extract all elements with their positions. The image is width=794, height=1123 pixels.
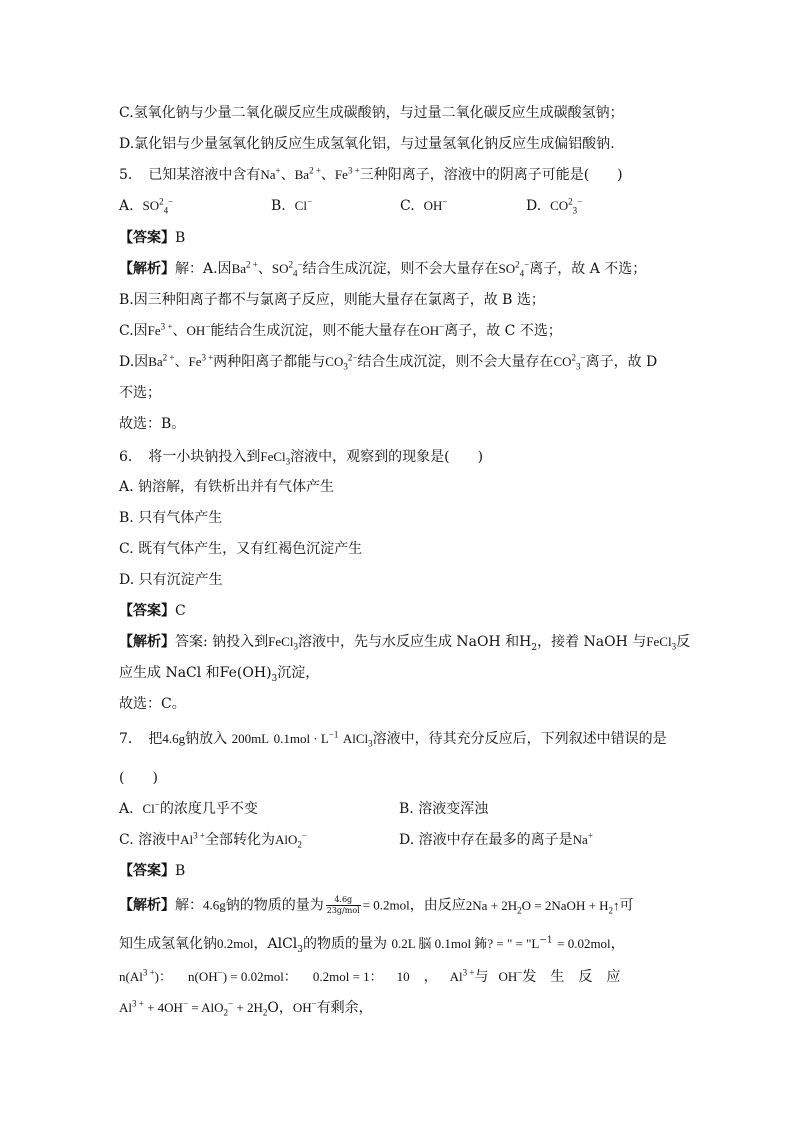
q5-analysis-line2: B.因三种阳离子都不与氯离子反应，则能大量存在氯离子，故 B 选； bbox=[119, 292, 545, 308]
q5-option-d: D. $CO^2_3^-$ bbox=[526, 196, 583, 216]
q5-analysis-line4: D.因$Ba^{2 +}$、$Fe^{3 +}$两种阳离子都能与$CO_3^{2-}$结合生成沉淀，则不会大量存在$CO^2_3^-$离子，故 D bbox=[119, 352, 658, 372]
q5-analysis-line1: 【解析】解：A.因$Ba^{2 +}$、$SO^2_4^-$结合生成沉淀，则不会大量存在$SO^2_4^-$离子，故 A 不选； bbox=[119, 259, 647, 279]
fraction: $\frac{4.6g}{\text{23g/mol}}$ bbox=[326, 895, 360, 915]
q7-stem: 7. 把4.6g钠放入 200mL $0.1mol \cdot L^{-1}$ AlCl$_3$溶液中，待其充分反应后，下列叙述中错误的是 bbox=[119, 729, 667, 749]
q4-option-c: C.氢氧化钠与少量二氧化碳反应生成碳酸钠，与过量二氧化碳反应生成碳酸氢钠； bbox=[119, 105, 624, 121]
q7-analysis-line1: 【解析】解：4.6g钠的物质的量为 $\frac{4.6g}{\text{23g/mol}}$ = 0.2mol，由反应$2Na + 2H_2O$ = 2NaOH + $H_2↑$可 bbox=[119, 895, 634, 916]
q5-analysis-line3: C.因$Fe^{3 +}$、OH−能结合生成沉淀，则不能大量存在OH−离子，故 C 不选； bbox=[119, 321, 562, 339]
q5-conclusion: 故选：B。 bbox=[119, 416, 186, 432]
q7-answer: 【答案】B bbox=[119, 863, 186, 879]
q7-option-c: C. 溶液中$Al^{3 +}$全部转化为AlO$_2$− bbox=[119, 830, 307, 850]
q7-option-b: B. 溶液变浑浊 bbox=[399, 801, 489, 817]
q6-stem: 6. 将一小块钠投入到FeCl$_3$溶液中，观察到的现象是( ) bbox=[119, 449, 484, 467]
q5-answer: 【答案】B bbox=[119, 230, 186, 246]
q6-analysis-line1: 【解析】答案: 钠投入到FeCl$_3$溶液中，先与水反应生成 NaOH 和$H_2$，接着 NaOH 与FeCl$_3$反 bbox=[119, 634, 691, 653]
q7-analysis-line4: $Al^{3 +} + 4OH^- = AlO_2^- + 2H_2O$，OH−有剩余， bbox=[119, 998, 373, 1018]
q5-option-c: C. OH− bbox=[400, 196, 448, 214]
q6-answer: 【答案】C bbox=[119, 603, 186, 619]
q6-option-b: B. 只有气体产生 bbox=[119, 510, 223, 526]
q5-analysis-line5: 不选； bbox=[119, 385, 161, 401]
q7-option-d: D. 溶液中存在最多的离子是Na+ bbox=[399, 830, 593, 848]
q6-option-c: C. 既有气体产生，又有红褐色沉淀产生 bbox=[119, 541, 363, 557]
q5-option-a: A. $SO^2_4^-$ bbox=[119, 196, 174, 216]
q7-option-a: A. Cl−的浓度几乎不变 bbox=[119, 799, 258, 817]
q6-option-d: D. 只有沉淀产生 bbox=[119, 572, 223, 588]
q5-option-b: B. Cl− bbox=[271, 196, 313, 214]
q7-analysis-line3: $n(Al^{3 +})$： n(OH−) = 0.02mol： 0.2mol = 1： 10 ， $Al^{3 +}$与 OH−发 生 反 应 bbox=[119, 967, 621, 985]
q7-analysis-line2: 知生成氢氧化钠0.2mol，AlCl$_3$的物质的量为 0.2L 脳 0.1mol 鈽? = " = "$L^{-1} = 0.02mol$， bbox=[119, 935, 625, 955]
q5-stem: 5. 已知某溶液中含有Na+、$Ba^{2 +}$、$Fe^{3 +}$三种阳离子，溶液中的阴离子可能是( ) bbox=[119, 165, 623, 183]
q6-conclusion: 故选：C。 bbox=[119, 696, 186, 712]
q7-paren: ( ) bbox=[119, 770, 158, 786]
q6-analysis-line2: 应生成 NaCl 和$Fe(OH)_3$沉淀， bbox=[119, 665, 320, 684]
q4-option-d: D.氯化铝与少量氢氧化钠反应生成氢氧化铝，与过量氢氧化钠反应生成偏铝酸钠. bbox=[119, 136, 615, 152]
q6-option-a: A. 钠溶解，有铁析出并有气体产生 bbox=[119, 479, 335, 495]
